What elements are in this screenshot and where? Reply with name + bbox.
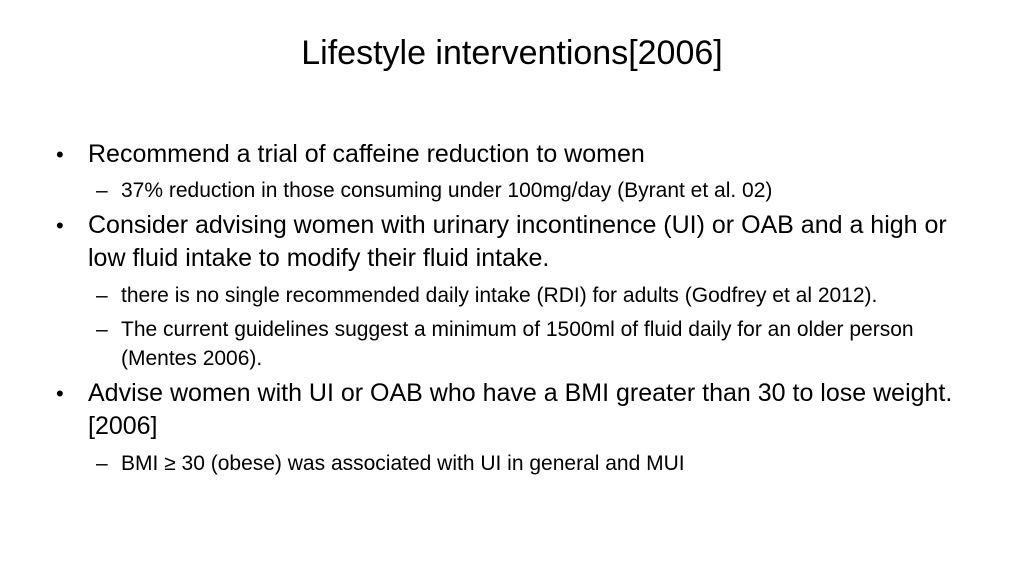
bullet-item (56, 209, 956, 275)
sub-bullet-marker: – (96, 179, 108, 202)
sub-bullet-text: there is no single recommended daily intake (RDI) for adults (Godfrey et al 2012). (121, 284, 878, 307)
slide-body (56, 138, 956, 478)
sub-bullet-text: The current guidelines suggest a minimum of 1500ml of fluid daily for an older person (Mentes 2006). (121, 318, 914, 370)
bullet-marker: • (56, 381, 64, 406)
bullet-marker: • (56, 213, 64, 238)
bullet-text: Consider advising women with urinary incontinence (UI) or OAB and a high or low fluid intake to modify their fluid intake. (88, 211, 947, 272)
sub-bullet-item (56, 281, 956, 310)
sub-bullet-text: 37% reduction in those consuming under 100mg/day (Byrant et al. 02) (121, 179, 773, 202)
sub-bullet-text: BMI ≥ 30 (obese) was associated with UI in general and MUI (121, 452, 685, 475)
sub-bullet-marker: – (96, 284, 108, 307)
sub-bullet-item (56, 176, 956, 205)
bullet-text: Advise women with UI or OAB who have a BMI greater than 30 to lose weight. [2006] (88, 379, 953, 440)
bullet-item (56, 377, 956, 443)
sub-bullet-item (56, 315, 956, 373)
bullet-marker: • (56, 142, 64, 167)
slide-title: Lifestyle interventions[2006] (301, 34, 723, 72)
sub-bullet-marker: – (96, 452, 108, 475)
sub-bullet-marker: – (96, 318, 108, 341)
sub-bullet-item (56, 449, 956, 478)
bullet-text: Recommend a trial of caffeine reduction to women (88, 140, 645, 168)
bullet-item (56, 138, 956, 171)
